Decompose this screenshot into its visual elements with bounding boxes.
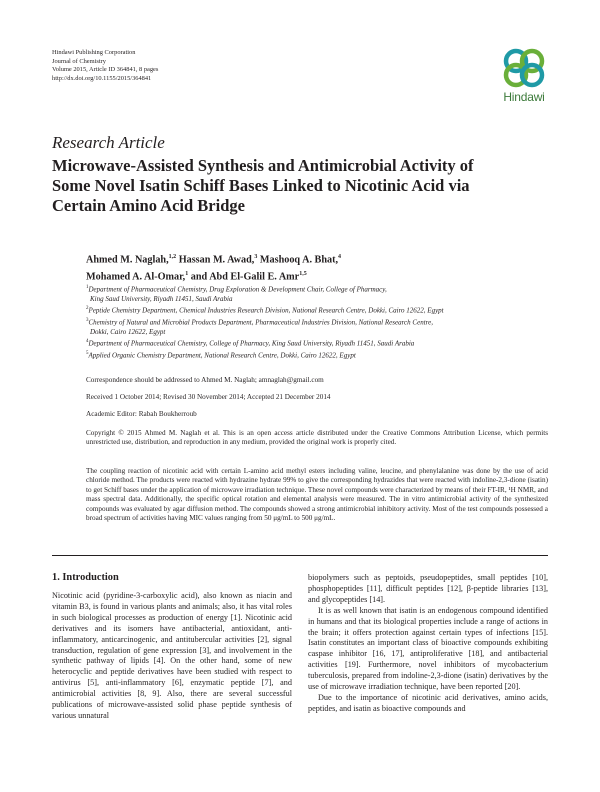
author-name: Ahmed M. Naglah, (86, 254, 169, 266)
doi-link[interactable]: http://dx.doi.org/10.1155/2015/364841 (52, 74, 152, 82)
affiliation-line: $^1$Department of Pharmaceutical Chemistry, Drug Exploration & Development Chair, College of Pharmacy, (86, 285, 387, 294)
article-title: Microwave-Assisted Synthesis and Antimicrobial Activity of Some Novel Isatin Schiff Bases Linked to Nicotinic Acid via Certain Amino Acid Bridge (52, 156, 474, 215)
affiliation-number: 2 (86, 306, 89, 312)
affiliation-number: 4 (86, 339, 89, 345)
author-name: and Abd El-Galil E. Amr (190, 271, 300, 283)
journal-name: Journal of Chemistry (52, 57, 106, 65)
affiliation-list (86, 283, 546, 361)
hindawi-rings-icon (494, 44, 554, 90)
hindawi-logo (494, 44, 554, 106)
affiliation-number: 1 (86, 285, 89, 290)
author-name: Mohamed A. Al-Omar, (86, 271, 186, 283)
abstract: The coupling reaction of nicotinic acid with certain L-amino acid methyl esters including valine, leucine, and phenylalanine was done by the use of acid chloride method. The products were reacted with hydrazine hydrate 99% to give the corresponding hydrazides that were reacted with indoline-2,3-dione (isatin) to get Schiff bases under the application of microwave irradiation technique. These novel compounds were characterized by means of their FT-IR, ¹H NMR, and mass spectral data. Additionally, the specific optical rotation and elemental analysis were measured. The in vitro antimicrobial activity of the synthesized compounds was evaluated by agar diffusion method. The compounds showed a strong antimicrobial inhibitory activity. Most of the test compounds possessed a broad spectrum of activities having MIC values ranging from 50 μg/mL to 500 μg/mL. (86, 467, 548, 523)
paragraph: Nicotinic acid (pyridine-3-carboxylic acid), also known as niacin and vitamin B3, is found in various plants and animals; also, it has vital roles in such biological processes as production of energy [1]. Nicotinic acid derivatives and its isomers have antibacterial, antioxidant, anti-inflammatory, anticarcinogenic, and antitubercular activities [2], signal transduction, regulation of gene expression [3], and involvement in the synthetic pathway of lipids [4]. On the other hand, some of new heterocyclic and peptide derivatives have been studied with respect to antivirus [5], anti-inflammatory [6], enzymatic peptide [7], and antimicrobial activities [8, 9]. Also, there are several successful publications of microwave-assisted solid phase peptide synthesis of various unnatural (52, 591, 292, 720)
paragraph: It is as well known that isatin is an endogenous compound identified in humans and that its biological properties include a range of actions in the brain; it offers protection against certain types of infections [15]. Isatin constitutes an important class of bioactive compounds exhibiting caspase inhibitor [16, 17], antiproliferative [18], and antibacterial activities [19]. Furthermore, novel inhibitors of mycobacterium tuberculosis, prepared from indoline-2,3-dione (isatin) derivatives by the use of microwave irradiation technique, have been reported [20]. (308, 605, 548, 692)
author-name: Hassan M. Awad, (178, 254, 255, 266)
paragraph: Due to the importance of nicotinic acid derivatives, amino acids, peptides, and isatin as bioactive compounds and (308, 692, 548, 713)
publisher-name: Hindawi Publishing Corporation (52, 49, 136, 56)
author-affiliation-mark: 1,5 (299, 271, 307, 278)
affiliation-number: 5 (86, 351, 89, 357)
correspondence: Correspondence should be addressed to Ahmed M. Naglah; amnaglah@gmail.com (86, 376, 324, 384)
author-list (86, 250, 506, 285)
paragraph: biopolymers such as peptoids, pseudopeptides, small peptides [10], phosphopeptides [11], difficult peptides [12], β-peptide libraries [13], and glycopeptides [14]. (308, 573, 548, 604)
affiliation-line: Dokki, Cairo 12622, Egypt (90, 327, 166, 336)
author-affiliation-mark: 4 (338, 254, 342, 260)
copyright-notice: Copyright © 2015 Ahmed M. Naglah et al. This is an open access article distributed under the Creative Commons Attribution License, which permits unrestricted use, distribution, and reproduction in any medium, provided the original work is properly cited. (86, 429, 548, 447)
author-affiliation-mark: 1 (185, 271, 189, 278)
author-name: Mashooq A. Bhat, (259, 254, 339, 266)
affiliation-line: $^4$Department of Pharmaceutical Chemistry, College of Pharmacy, King Saud University, Riyadh 11451, Saudi Arabia (86, 339, 415, 348)
divider (52, 555, 548, 556)
right-column (308, 573, 548, 715)
header-meta (52, 49, 158, 83)
author-affiliation-mark: 1,2 (168, 254, 177, 260)
section-heading: 1. Introduction (52, 572, 119, 583)
affiliation-line: $^2$Peptide Chemistry Department, Chemical Industries Research Division, National Research Centre, Dokki, Cairo 12622, Egypt (86, 306, 444, 315)
article-type: Research Article (52, 133, 165, 152)
dates-line: Received 1 October 2014; Revised 30 November 2014; Accepted 21 December 2014 (86, 393, 331, 401)
author-affiliation-mark: 3 (254, 254, 258, 260)
left-column (52, 591, 292, 722)
affiliation-line: $^5$Applied Organic Chemistry Department, National Research Centre, Dokki, Cairo 12622, Egypt (86, 351, 356, 360)
affiliation-line: King Saud University, Riyadh 11451, Saudi Arabia (90, 294, 233, 303)
affiliation-line: $^3$Chemistry of Natural and Microbial Products Department, Pharmaceutical Industries Division, National Research Centre, (86, 318, 433, 327)
volume-line: Volume 2015, Article ID 364841, 8 pages (52, 66, 159, 74)
logo-wordmark: Hindawi (503, 90, 545, 104)
affiliation-number: 3 (86, 318, 89, 324)
academic-editor: Academic Editor: Rabah Boukherroub (86, 410, 197, 418)
